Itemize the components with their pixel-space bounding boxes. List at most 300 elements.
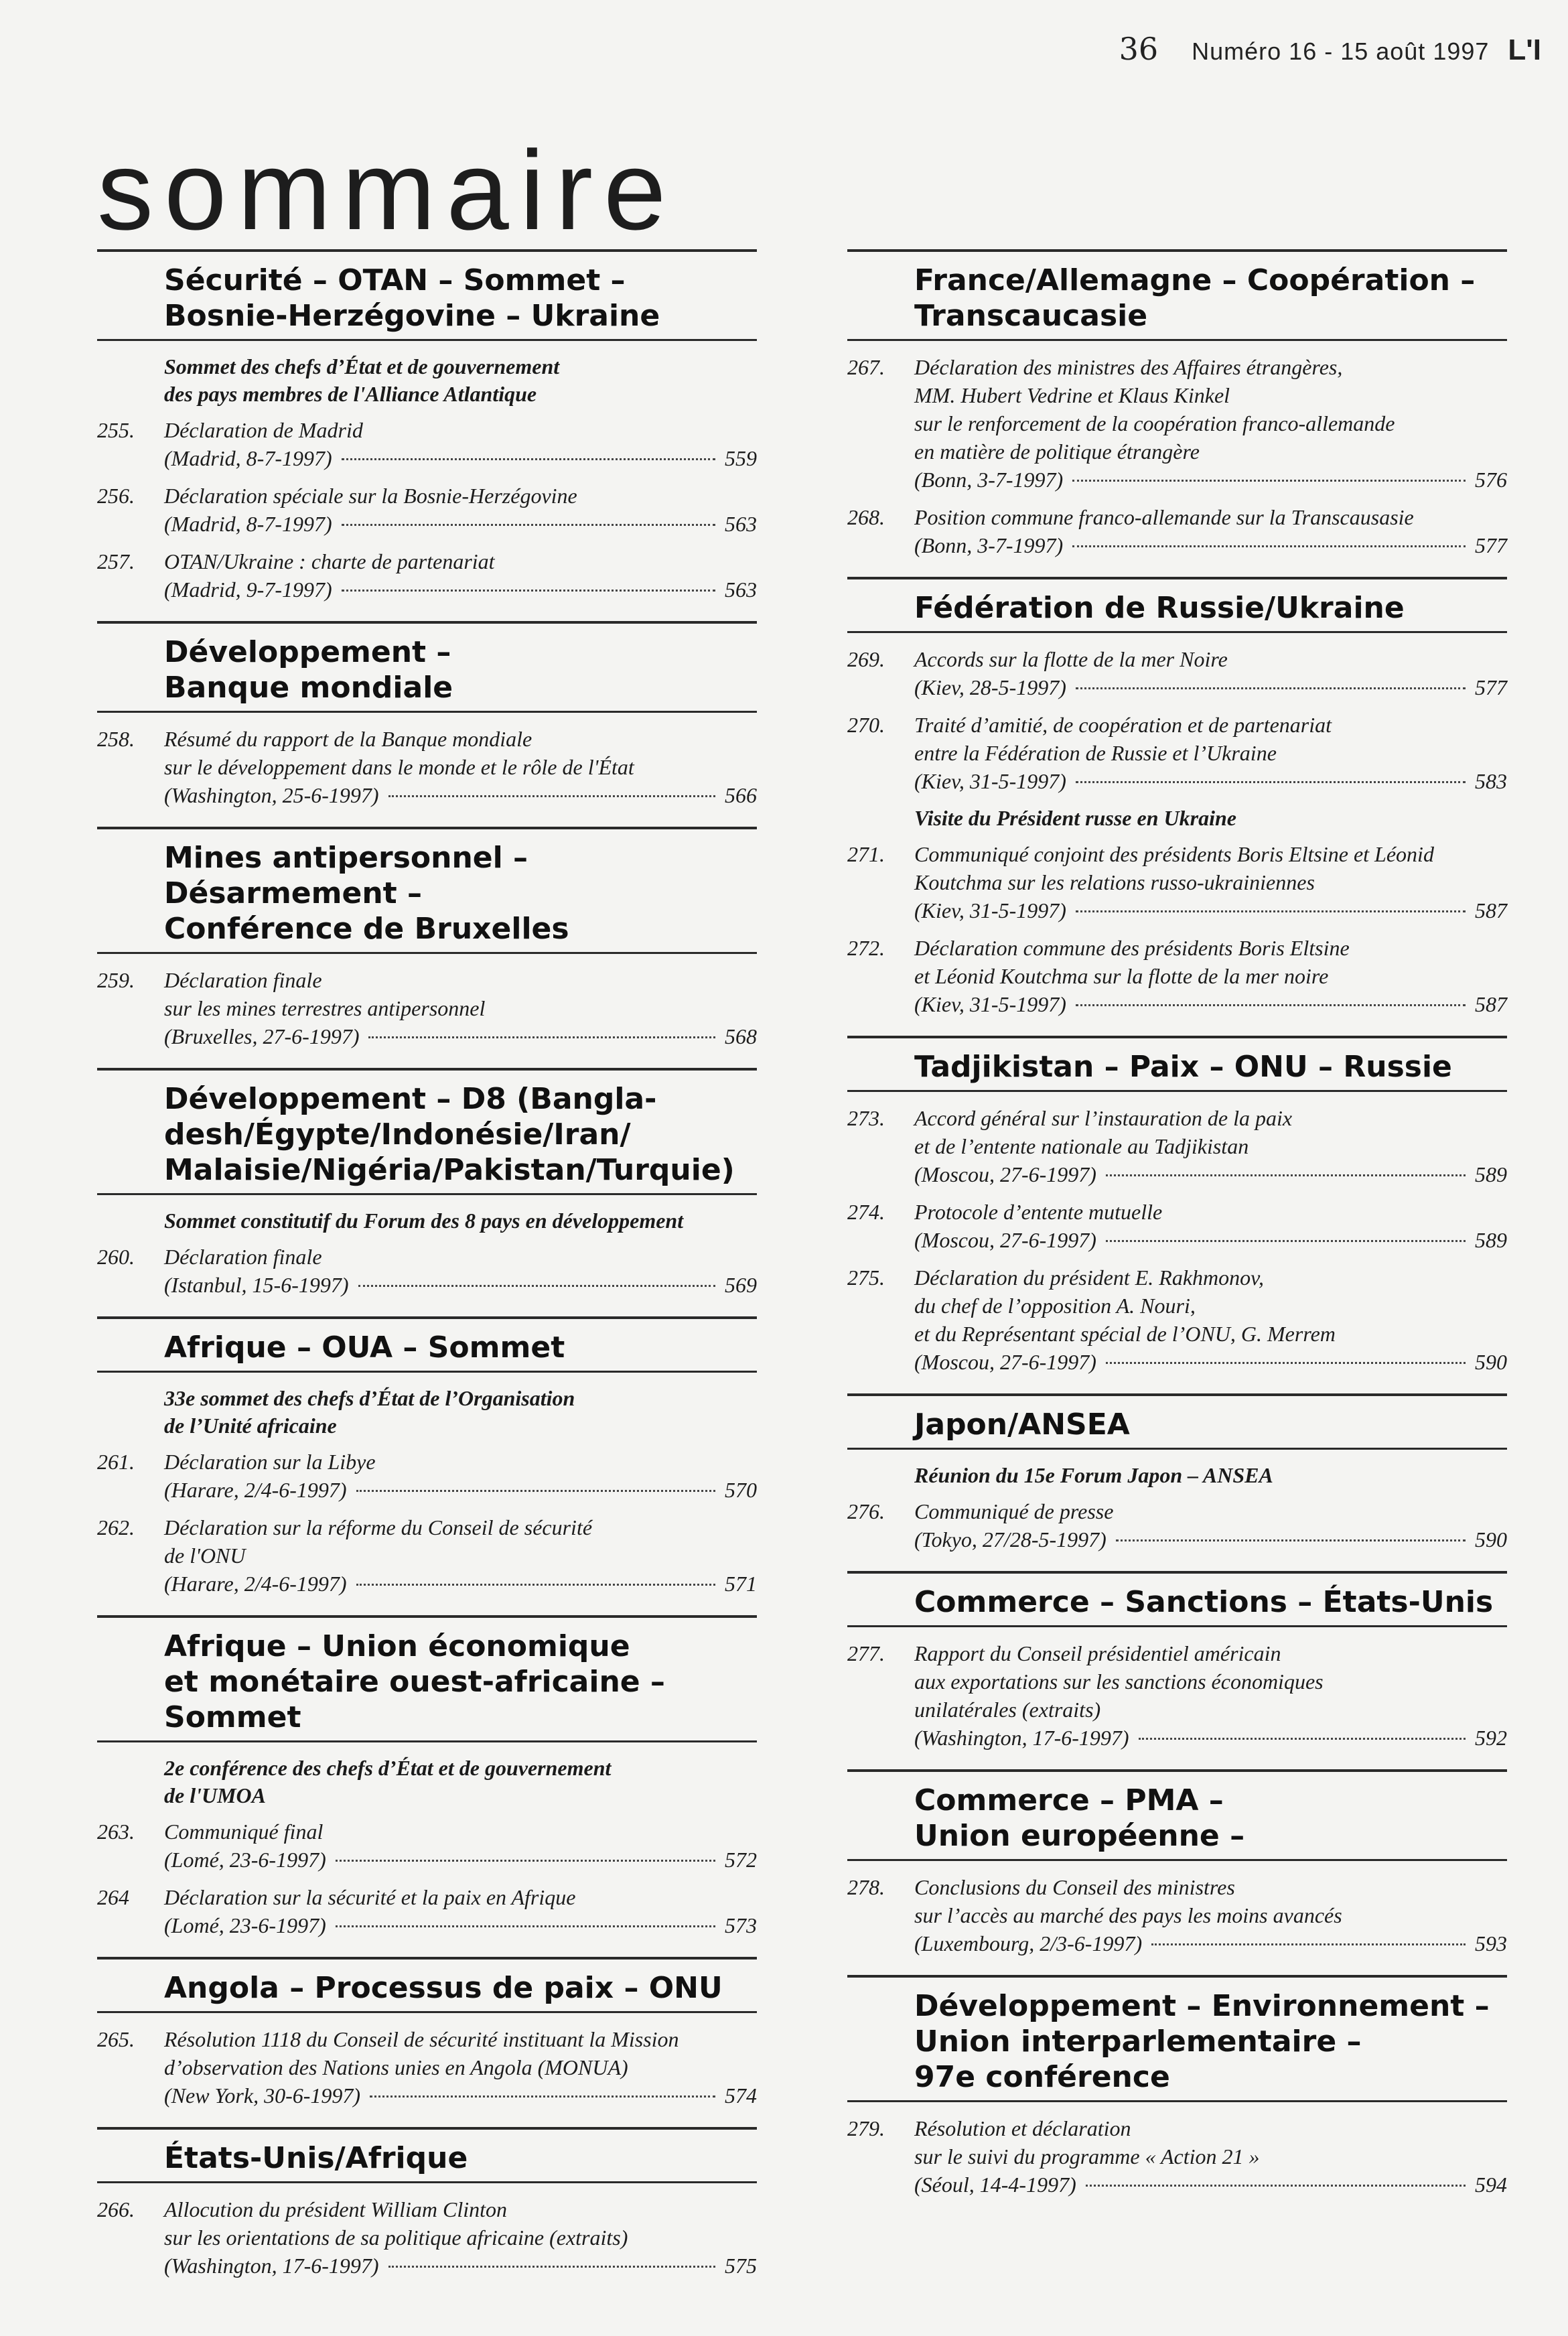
entry-number: 268. — [847, 505, 885, 529]
section-title — [914, 263, 1507, 334]
leader-dots — [1076, 781, 1466, 783]
entry-source-line — [164, 781, 757, 809]
leader-dots — [1106, 1362, 1466, 1364]
leader-dots — [336, 1860, 715, 1862]
toc-section — [847, 249, 1507, 559]
section-title — [164, 2140, 757, 2176]
toc-entry[interactable] — [97, 2025, 757, 2110]
entry-text: Traité d’amitié, de coopération et de partenariat — [914, 713, 1332, 737]
toc-entry[interactable] — [97, 1513, 757, 1598]
entry-text: Résolution et déclaration — [914, 2116, 1131, 2140]
entry-page: 573 — [725, 1913, 757, 1937]
toc-entry[interactable] — [97, 966, 757, 1050]
toc-entry[interactable] — [97, 1817, 757, 1874]
left-column — [97, 249, 757, 2297]
toc-section — [97, 1316, 757, 1598]
entry-page: 587 — [1475, 992, 1507, 1016]
section-rule — [97, 2181, 757, 2183]
entry-number: 274. — [847, 1200, 885, 1224]
section-title — [164, 263, 757, 334]
entry-body — [914, 645, 1507, 701]
entry-body — [164, 416, 757, 472]
handwritten-mark: 36 — [1119, 31, 1159, 67]
page-header — [1045, 25, 1541, 72]
entry-source-line — [914, 1160, 1507, 1188]
entry-number: 257. — [97, 549, 135, 573]
entry-source-line — [164, 1476, 757, 1504]
entry-body — [914, 1263, 1507, 1376]
entry-text: Accords sur la flotte de la mer Noire — [914, 647, 1228, 671]
entry-text: MM. Hubert Vedrine et Klaus Kinkel — [914, 383, 1230, 407]
entry-body — [164, 725, 757, 809]
entry-source-line — [164, 1846, 757, 1874]
entry-body — [914, 934, 1507, 1018]
entry-number: 255. — [97, 418, 135, 442]
entry-number: 272. — [847, 936, 885, 960]
entry-body — [164, 2195, 757, 2280]
leader-dots — [1076, 1004, 1466, 1006]
entry-page: 576 — [1475, 468, 1507, 492]
section-rule — [847, 339, 1507, 341]
leader-dots — [1076, 687, 1466, 689]
leader-dots — [342, 524, 715, 526]
entry-text: Allocution du président William Clinton — [164, 2197, 507, 2221]
section-title-line: Fédération de Russie/Ukraine — [914, 591, 1405, 625]
leader-dots — [388, 795, 715, 797]
entry-page: 575 — [725, 2254, 757, 2278]
toc-entry[interactable] — [847, 1497, 1507, 1554]
entry-body — [914, 711, 1507, 795]
toc-entry[interactable] — [97, 725, 757, 809]
entry-page: 594 — [1475, 2173, 1507, 2197]
section-subhead — [914, 1462, 1507, 1489]
entry-source-line — [914, 767, 1507, 795]
leader-dots — [1106, 1174, 1466, 1176]
entry-text: de l'ONU — [164, 1543, 246, 1568]
toc-entry[interactable] — [847, 1263, 1507, 1376]
section-rule — [97, 2011, 757, 2013]
toc-entry[interactable] — [847, 2114, 1507, 2199]
entry-source: (Madrid, 8-7-1997) — [164, 446, 332, 470]
entry-page: 574 — [725, 2083, 757, 2108]
toc-section — [847, 1036, 1507, 1376]
section-title — [914, 1783, 1507, 1854]
entry-source-line — [914, 1525, 1507, 1554]
leader-dots — [342, 458, 715, 460]
entry-source: (Madrid, 9-7-1997) — [164, 577, 332, 602]
entry-page: 568 — [725, 1024, 757, 1048]
entry-body — [914, 1198, 1507, 1254]
entry-number: 266. — [97, 2197, 135, 2221]
subhead-line: de l’Unité africaine — [164, 1414, 337, 1438]
entry-text: Communiqué conjoint des présidents Boris Eltsine et Léonid — [914, 842, 1434, 866]
entry-source: (Lomé, 23-6-1997) — [164, 1848, 326, 1872]
entry-number: 264 — [97, 1885, 129, 1909]
section-subhead — [164, 353, 757, 408]
entry-text: sur les orientations de sa politique africaine (extraits) — [164, 2225, 628, 2250]
entry-number: 263. — [97, 1819, 135, 1844]
entry-text: et du Représentant spécial de l’ONU, G. Merrem — [914, 1322, 1336, 1346]
leader-dots — [1076, 910, 1466, 912]
section-title-line: France/Allemagne – Coopération – — [914, 263, 1476, 297]
entry-text: Communiqué de presse — [914, 1499, 1114, 1523]
entry-text: Déclaration finale — [164, 1245, 322, 1269]
entry-text: en matière de politique étrangère — [914, 439, 1200, 464]
entry-source-line — [164, 510, 757, 538]
section-title-line: Union européenne – — [914, 1819, 1245, 1853]
entry-source: (Tokyo, 27/28-5-1997) — [914, 1527, 1107, 1552]
entry-source: (Istanbul, 15-6-1997) — [164, 1273, 349, 1297]
entry-text: sur les mines terrestres antipersonnel — [164, 996, 486, 1020]
entry-body — [164, 1883, 757, 1939]
entry-text: Rapport du Conseil présidentiel américain — [914, 1641, 1281, 1665]
section-title-line: Transcaucasie — [914, 299, 1148, 333]
entry-source-line — [164, 2252, 757, 2280]
entry-number: 267. — [847, 355, 885, 379]
toc-entry[interactable] — [847, 1198, 1507, 1254]
leader-dots — [356, 1584, 715, 1586]
entry-source-line — [914, 466, 1507, 494]
section-title-line: Sommet — [164, 1700, 301, 1734]
entry-body — [164, 1513, 757, 1598]
toc-section — [97, 1957, 757, 2110]
entry-source: (Kiev, 31-5-1997) — [914, 992, 1066, 1016]
entry-source-line — [164, 1271, 757, 1299]
leader-dots — [370, 2095, 715, 2098]
section-title — [914, 1988, 1507, 2095]
entry-source: (Séoul, 14-4-1997) — [914, 2173, 1076, 2197]
subhead-line: Réunion du 15e Forum Japon – ANSEA — [914, 1463, 1273, 1487]
entry-text: sur l’accès au marché des pays les moins avancés — [914, 1903, 1342, 1927]
entry-source: (Harare, 2/4-6-1997) — [164, 1478, 347, 1502]
entry-text: sur le suivi du programme « Action 21 » — [914, 2144, 1260, 2169]
entry-text: sur le renforcement de la coopération franco-allemande — [914, 411, 1395, 435]
toc-section — [847, 1975, 1507, 2199]
leader-dots — [1106, 1240, 1466, 1242]
entry-body — [914, 503, 1507, 559]
entry-source: (Harare, 2/4-6-1997) — [164, 1572, 347, 1596]
entry-text: Déclaration des ministres des Affaires étrangères, — [914, 355, 1343, 379]
toc-section — [847, 577, 1507, 1018]
section-title-line: Japon/ANSEA — [914, 1407, 1130, 1442]
entry-source-line — [164, 1022, 757, 1050]
entry-page: 566 — [725, 783, 757, 807]
entry-page: 590 — [1475, 1527, 1507, 1552]
section-title-line: Commerce – PMA – — [914, 1783, 1224, 1817]
leader-dots — [1072, 480, 1466, 482]
entry-text: sur le développement dans le monde et le rôle de l'État — [164, 755, 634, 779]
entry-source-line — [164, 444, 757, 472]
toc-entry[interactable] — [97, 482, 757, 538]
entry-text: Déclaration finale — [164, 968, 322, 992]
section-title — [914, 1407, 1507, 1442]
toc-section — [97, 1068, 757, 1299]
entry-page: 571 — [725, 1572, 757, 1596]
entry-source-line — [914, 673, 1507, 701]
subhead-line: de l'UMOA — [164, 1783, 266, 1807]
toc-entry[interactable] — [847, 353, 1507, 494]
section-title-line: Commerce – Sanctions – États-Unis — [914, 1585, 1494, 1619]
entry-number: 262. — [97, 1515, 135, 1539]
section-title-line: Union interparlementaire – — [914, 2024, 1362, 2059]
section-subhead — [164, 1207, 757, 1235]
section-rule — [847, 2100, 1507, 2102]
section-title — [164, 1081, 757, 1188]
toc-entry[interactable] — [97, 547, 757, 604]
entry-text: Déclaration spéciale sur la Bosnie-Herzégovine — [164, 484, 577, 508]
toc-entry[interactable] — [847, 711, 1507, 795]
leader-dots — [1139, 1738, 1466, 1740]
entry-source: (Moscou, 27-6-1997) — [914, 1350, 1096, 1374]
entry-source: (Bonn, 3-7-1997) — [914, 533, 1064, 557]
toc-section — [97, 827, 757, 1050]
entry-source-line — [164, 575, 757, 604]
entry-number: 259. — [97, 968, 135, 992]
entry-text: entre la Fédération de Russie et l’Ukraine — [914, 741, 1277, 765]
entry-source-line — [164, 2081, 757, 2110]
right-column — [847, 249, 1507, 2216]
leader-dots — [336, 1925, 715, 1927]
entry-source: (Moscou, 27-6-1997) — [914, 1162, 1096, 1186]
section-rule — [97, 1371, 757, 1373]
entry-page: 593 — [1475, 1931, 1507, 1955]
leader-dots — [358, 1285, 715, 1287]
toc-entry[interactable] — [847, 840, 1507, 924]
entry-number: 275. — [847, 1265, 885, 1290]
toc-section — [97, 1615, 757, 1939]
subhead-line: 2e conférence des chefs d’État et de gouvernement — [164, 1756, 612, 1780]
entry-page: 570 — [725, 1478, 757, 1502]
leader-dots — [342, 590, 715, 592]
section-title-line: Développement – — [164, 635, 451, 669]
entry-text: Résumé du rapport de la Banque mondiale — [164, 727, 532, 751]
entry-body — [914, 353, 1507, 494]
entry-source: (Kiev, 31-5-1997) — [914, 898, 1066, 922]
entry-body — [914, 1873, 1507, 1957]
entry-text: Déclaration sur la réforme du Conseil de sécurité — [164, 1515, 593, 1539]
section-title-line: Développement – D8 (Bangla- — [164, 1082, 657, 1116]
section-title-line: Angola – Processus de paix – ONU — [164, 1971, 723, 2005]
entry-page: 577 — [1475, 533, 1507, 557]
entry-number: 258. — [97, 727, 135, 751]
entry-number: 256. — [97, 484, 135, 508]
entry-text: Déclaration de Madrid — [164, 418, 363, 442]
toc-entry[interactable] — [847, 645, 1507, 701]
entry-page: 559 — [725, 446, 757, 470]
section-rule — [847, 1625, 1507, 1627]
section-title-line: Désarmement – — [164, 876, 422, 910]
entry-body — [914, 1104, 1507, 1188]
entry-source-line — [164, 1911, 757, 1939]
entry-page: 563 — [725, 512, 757, 536]
section-rule — [97, 339, 757, 341]
entry-page: 587 — [1475, 898, 1507, 922]
entry-source: (Washington, 17-6-1997) — [914, 1726, 1129, 1750]
entry-text: Déclaration sur la Libye — [164, 1450, 376, 1474]
toc-section — [847, 1769, 1507, 1957]
entry-text: Déclaration commune des présidents Boris Eltsine — [914, 936, 1350, 960]
section-title — [164, 1629, 757, 1735]
entry-number: 276. — [847, 1499, 885, 1523]
entry-text: et Léonid Koutchma sur la flotte de la mer noire — [914, 964, 1329, 988]
entry-body — [164, 482, 757, 538]
section-rule — [847, 1090, 1507, 1092]
entry-body — [164, 2025, 757, 2110]
section-rule — [847, 1448, 1507, 1450]
entry-page: 583 — [1475, 769, 1507, 793]
entry-number: 260. — [97, 1245, 135, 1269]
entry-page: 569 — [725, 1273, 757, 1297]
toc-section — [847, 1571, 1507, 1752]
entry-body — [914, 2114, 1507, 2199]
entry-source: (Kiev, 31-5-1997) — [914, 769, 1066, 793]
entry-page: 572 — [725, 1848, 757, 1872]
section-title — [164, 1970, 757, 2006]
entry-text: Position commune franco-allemande sur la Transcausasie — [914, 505, 1414, 529]
entry-page: 589 — [1475, 1162, 1507, 1186]
entry-source-line — [914, 1929, 1507, 1957]
section-title — [164, 840, 757, 947]
subhead-line: 33e sommet des chefs d’État de l’Organisation — [164, 1386, 575, 1410]
entry-page: 577 — [1475, 675, 1507, 699]
entry-body — [164, 1243, 757, 1299]
entry-text: Koutchma sur les relations russo-ukrainiennes — [914, 870, 1315, 894]
entry-text: aux exportations sur les sanctions économiques — [914, 1669, 1324, 1694]
entry-text: Déclaration sur la sécurité et la paix en Afrique — [164, 1885, 576, 1909]
issue-info: Numéro 16 - 15 août 1997 — [1192, 38, 1490, 65]
toc-entry[interactable] — [847, 934, 1507, 1018]
entry-page: 592 — [1475, 1726, 1507, 1750]
section-title — [164, 1330, 757, 1365]
entry-text: d’observation des Nations unies en Angola (MONUA) — [164, 2055, 628, 2079]
entry-source: (Bonn, 3-7-1997) — [914, 468, 1064, 492]
leader-dots — [1116, 1539, 1466, 1541]
section-title-line: Malaisie/Nigéria/Pakistan/Turquie) — [164, 1153, 735, 1187]
leader-dots — [388, 2266, 715, 2268]
section-title-line: 97e conférence — [914, 2060, 1170, 2094]
entry-number: 271. — [847, 842, 885, 866]
entry-number: 269. — [847, 647, 885, 671]
entry-number: 265. — [97, 2027, 135, 2051]
section-title-line: États-Unis/Afrique — [164, 2141, 468, 2175]
entry-source: (Washington, 25-6-1997) — [164, 783, 379, 807]
toc-entry[interactable] — [847, 1104, 1507, 1188]
toc-entry[interactable] — [847, 1639, 1507, 1752]
toc-section — [97, 2127, 757, 2280]
subhead-line: Sommet constitutif du Forum des 8 pays en développement — [164, 1209, 684, 1233]
entry-source-line — [914, 990, 1507, 1018]
entry-body — [914, 1497, 1507, 1554]
entry-body — [164, 1817, 757, 1874]
toc-entry[interactable] — [97, 1448, 757, 1504]
entry-body — [914, 840, 1507, 924]
entry-source-line — [914, 2171, 1507, 2199]
entry-page: 590 — [1475, 1350, 1507, 1374]
entry-body — [914, 1639, 1507, 1752]
entry-text: du chef de l’opposition A. Nouri, — [914, 1294, 1196, 1318]
entry-page: 589 — [1475, 1228, 1507, 1252]
entry-number: 273. — [847, 1106, 885, 1130]
entry-source-line — [914, 1226, 1507, 1254]
leader-dots — [356, 1490, 715, 1492]
toc-section — [97, 621, 757, 809]
toc-entry[interactable] — [847, 503, 1507, 559]
entry-text: Accord général sur l’instauration de la paix — [914, 1106, 1293, 1130]
entry-source: (Washington, 17-6-1997) — [164, 2254, 379, 2278]
section-rule — [97, 1740, 757, 1742]
entry-body — [164, 966, 757, 1050]
entry-page: 563 — [725, 577, 757, 602]
leader-dots — [368, 1036, 715, 1038]
subhead-line: des pays membres de l'Alliance Atlantique — [164, 382, 537, 406]
section-title-line: Banque mondiale — [164, 671, 453, 705]
entry-text: Communiqué final — [164, 1819, 324, 1844]
subhead-line: Sommet des chefs d’État et de gouvernement — [164, 354, 560, 379]
section-title-line: et monétaire ouest-africaine – — [164, 1665, 665, 1699]
leader-dots — [1072, 545, 1466, 547]
section-title — [914, 1584, 1507, 1620]
section-title-line: Afrique – OUA – Sommet — [164, 1330, 565, 1365]
section-title-line: Tadjikistan – Paix – ONU – Russie — [914, 1050, 1452, 1084]
section-title — [164, 634, 757, 705]
section-rule — [847, 1859, 1507, 1861]
section-title-line: Mines antipersonnel – — [164, 841, 528, 875]
entry-source: (Bruxelles, 27-6-1997) — [164, 1024, 360, 1048]
toc-section — [97, 249, 757, 604]
entry-source: (Luxembourg, 2/3-6-1997) — [914, 1931, 1143, 1955]
section-title — [914, 1049, 1507, 1085]
entry-text: OTAN/Ukraine : charte de partenariat — [164, 549, 495, 573]
toc-entry[interactable] — [97, 416, 757, 472]
section-title-line: Afrique – Union économique — [164, 1629, 630, 1663]
entry-text: Conclusions du Conseil des ministres — [914, 1875, 1235, 1899]
section-subhead — [164, 1385, 757, 1440]
section-subhead — [164, 1755, 757, 1809]
entry-number: 270. — [847, 713, 885, 737]
section-rule — [97, 711, 757, 713]
toc-entry[interactable] — [847, 1873, 1507, 1957]
entry-source-line — [914, 531, 1507, 559]
toc-entry[interactable] — [97, 1243, 757, 1299]
entry-source-line — [914, 1348, 1507, 1376]
toc-section — [847, 1393, 1507, 1554]
section-title-line: Sécurité – OTAN – Sommet – — [164, 263, 626, 297]
entry-body — [164, 547, 757, 604]
entry-source: (Kiev, 28-5-1997) — [914, 675, 1066, 699]
entry-number: 277. — [847, 1641, 885, 1665]
toc-entry[interactable] — [97, 2195, 757, 2280]
section-title — [914, 590, 1507, 626]
entry-source: (New York, 30-6-1997) — [164, 2083, 361, 2108]
section-title-line: Conférence de Bruxelles — [164, 912, 569, 946]
entry-source-line — [164, 1570, 757, 1598]
toc-entry[interactable] — [97, 1883, 757, 1939]
entry-text: Résolution 1118 du Conseil de sécurité instituant la Mission — [164, 2027, 679, 2051]
page-title: sommaire — [97, 127, 677, 253]
entry-body — [164, 1448, 757, 1504]
header-tail: L'I — [1508, 33, 1541, 66]
leader-dots — [1086, 2185, 1466, 2187]
entry-source: (Lomé, 23-6-1997) — [164, 1913, 326, 1937]
leader-dots — [1151, 1943, 1466, 1945]
section-subhead — [914, 805, 1507, 832]
entry-source-line — [914, 896, 1507, 924]
section-rule — [97, 952, 757, 954]
section-title-line: desh/Égypte/Indonésie/Iran/ — [164, 1117, 631, 1152]
entry-text: Protocole d’entente mutuelle — [914, 1200, 1163, 1224]
entry-source: (Madrid, 8-7-1997) — [164, 512, 332, 536]
entry-number: 278. — [847, 1875, 885, 1899]
